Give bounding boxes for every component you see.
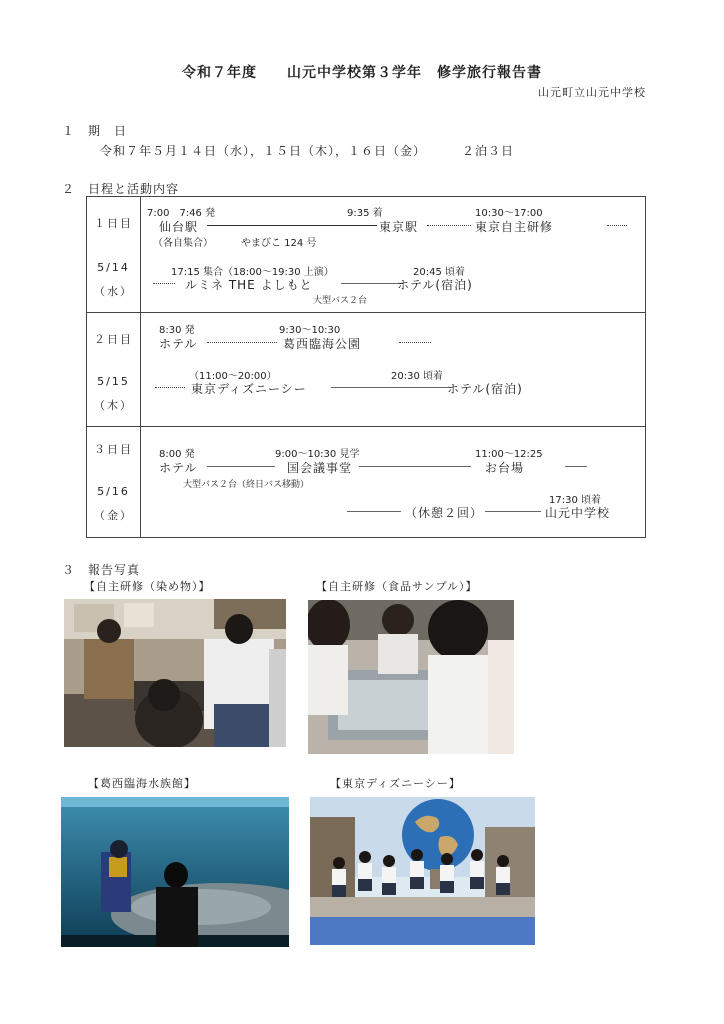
day3-route-to-diet xyxy=(207,466,275,467)
day1-route-jishu-cont xyxy=(607,225,627,226)
trip-dates: 令和７年５月１４日（水），１５日（木），１６日（金） xyxy=(100,144,427,158)
day1-route-to-lumine xyxy=(153,283,175,284)
day3-time-odaiba: 11:00～12:25 xyxy=(475,449,543,460)
day2-time-disney: （11:00～20:00） xyxy=(189,371,277,382)
day1-label-cell xyxy=(87,197,141,313)
day2-weekday: （木） xyxy=(94,399,133,412)
day1-route-walk xyxy=(427,225,471,226)
caption-disneysea: 【東京ディズニーシー】 xyxy=(330,777,461,790)
day2-route-from-kasai xyxy=(399,342,431,343)
day1-place-lumine: ルミネ THE よしもと xyxy=(185,278,313,292)
photo-food-sample xyxy=(308,600,514,754)
school-name: 山元町立山元中学校 xyxy=(538,86,646,99)
day3-label: ３日目 xyxy=(94,443,133,456)
photos-heading: ３ 報告写真 xyxy=(62,563,141,577)
day1-place-hotel: ホテル(宿泊) xyxy=(397,278,473,292)
day3-place-hotel: ホテル xyxy=(159,461,198,475)
day3-time-diet: 9:00～10:30 見学 xyxy=(275,449,360,460)
schedule-heading: ２ 日程と活動内容 xyxy=(62,182,180,196)
day3-rest-note: （休憩２回） xyxy=(405,506,484,520)
day1-time-arrive: 9:35 着 xyxy=(347,208,383,219)
trip-nights: ２泊３日 xyxy=(462,144,515,158)
day1-date: 5/14 xyxy=(97,261,130,274)
day2-date: 5/15 xyxy=(97,375,130,388)
day3-time-depart: 8:00 発 xyxy=(159,449,195,460)
day3-place-school: 山元中学校 xyxy=(545,506,611,520)
day3-place-odaiba: お台場 xyxy=(485,461,525,475)
day2-label: ２日目 xyxy=(94,333,133,346)
page-title: 令和７年度 山元中学校第３学年 修学旅行報告書 xyxy=(182,65,542,81)
day3-detail-cell xyxy=(141,427,646,538)
day3-route-rest-b xyxy=(485,511,541,512)
day2-label-cell xyxy=(87,313,141,427)
day2-detail-cell xyxy=(141,313,646,427)
day1-place-jishu: 東京自主研修 xyxy=(475,220,554,234)
day1-route-shinkansen xyxy=(207,225,377,226)
day2-route-to-kasai xyxy=(207,342,277,343)
day1-train-name: やまびこ 124 号 xyxy=(241,238,317,249)
day1-place-tokyo-station: 東京駅 xyxy=(379,220,419,234)
day1-note-gather: （各自集合） xyxy=(153,238,213,249)
day1-bus-note: 大型バス２台 xyxy=(313,296,368,306)
caption-aquarium: 【葛西臨海水族館】 xyxy=(88,777,196,790)
photo-disneysea xyxy=(310,797,535,945)
photo-aquarium xyxy=(61,797,289,947)
day1-detail-cell xyxy=(141,197,646,313)
schedule-table xyxy=(86,196,646,538)
photo-dyeing xyxy=(64,599,286,747)
day2-time-depart: 8:30 発 xyxy=(159,325,195,336)
day1-weekday: （水） xyxy=(94,285,133,298)
day2-place-disney: 東京ディズニーシー xyxy=(191,382,307,396)
day3-route-rest-a xyxy=(347,511,401,512)
period-heading: １ 期 日 xyxy=(62,124,128,138)
day3-time-school: 17:30 頃着 xyxy=(549,495,601,506)
day2-time-kasai: 9:30～10:30 xyxy=(279,325,341,336)
day2-route-to-disney xyxy=(155,387,185,388)
day1-time-depart: 7:00 7:46 発 xyxy=(147,208,216,219)
day2-place-kasai: 葛西臨海公園 xyxy=(283,337,362,351)
day1-route-bus xyxy=(341,283,403,284)
day1-time-hotel: 20:45 頃着 xyxy=(413,267,465,278)
day1-label: １日目 xyxy=(94,217,133,230)
day3-weekday: （金） xyxy=(94,509,133,522)
day3-bus-note: 大型バス２台（終日バス移動） xyxy=(183,480,310,490)
day3-label-cell xyxy=(87,427,141,538)
day1-place-sendai: 仙台駅 xyxy=(159,220,199,234)
day2-place-hotel: ホテル(宿泊) xyxy=(447,382,523,396)
day2-route-to-hotel xyxy=(331,387,449,388)
day3-route-to-odaiba xyxy=(359,466,471,467)
day2-time-hotel: 20:30 頃着 xyxy=(391,371,443,382)
caption-food-sample: 【自主研修（食品サンプル）】 xyxy=(316,580,478,593)
day1-time-jishu: 10:30～17:00 xyxy=(475,208,543,219)
day3-route-from-odaiba xyxy=(565,466,587,467)
caption-dyeing: 【自主研修（染め物）】 xyxy=(84,580,211,593)
day3-place-diet: 国会議事堂 xyxy=(287,461,353,475)
day1-time-lumine: 17:15 集合（18:00～19:30 上演） xyxy=(171,267,334,278)
day3-date: 5/16 xyxy=(97,485,130,498)
day2-place-hotel-depart: ホテル xyxy=(159,337,198,351)
